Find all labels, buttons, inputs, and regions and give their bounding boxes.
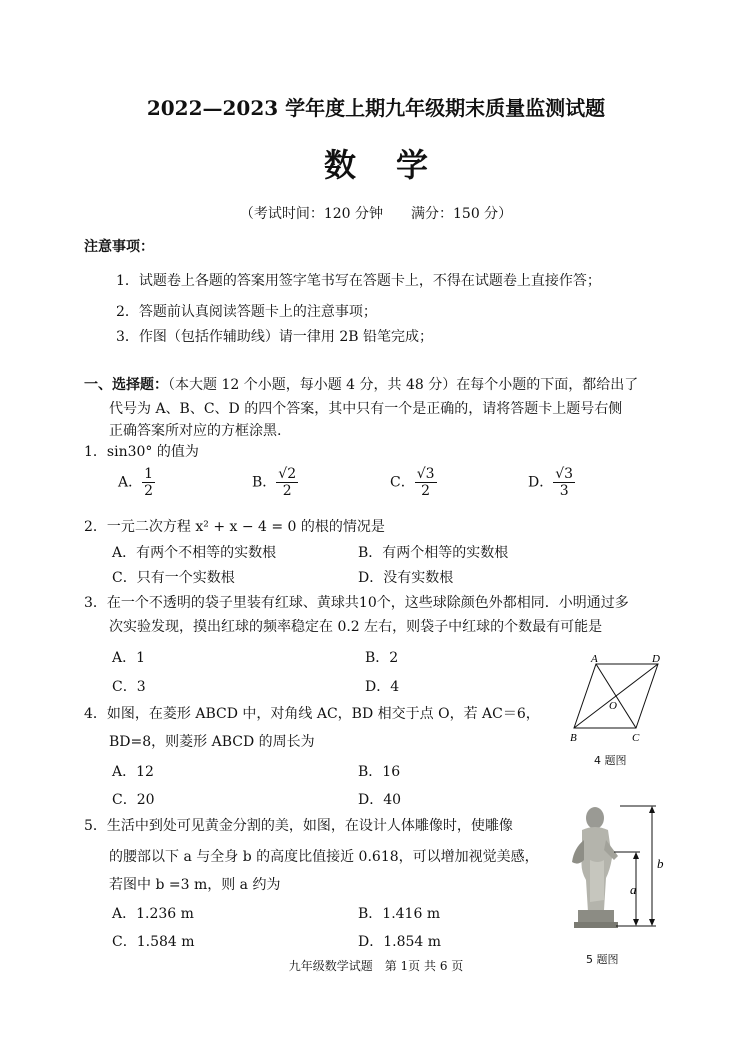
notice-item-1: 1．试题卷上各题的答案用签字笔书写在答题卡上，不得在试题卷上直接作答； [116,273,601,289]
q5-stem-line1: 5．生活中到处可见黄金分割的美，如图，在设计人体雕像时，使雕像 [84,818,513,834]
q1-b-numerator: √2 [278,466,297,482]
exam-title: 2022—2023 学年度上期九年级期末质量监测试题 [146,96,606,120]
q4-figure-caption: 4 题图 [594,754,627,767]
notice-item-2: 2．答题前认真阅读答题卡上的注意事项； [116,304,377,320]
section1-intro-line3: 正确答案所对应的方框涂黑. [109,423,282,439]
q4-stem-line2: BD=8，则菱形 ABCD 的周长为 [109,734,315,750]
section1-intro-line1: （本大题 12 个小题，每小题 4 分，共 48 分）在每个小题的下面，都给出了 [168,377,639,393]
q1-a-denominator: 2 [144,483,154,499]
q1-option-b [252,466,298,499]
section1-intro-line2: 代号为 A、B、C、D 的四个答案，其中只有一个是正确的，请将答题卡上题号右侧 [109,401,623,417]
q1-d-numerator: √3 [555,466,574,482]
vertex-c-label: C [632,732,640,744]
center-o-label: O [609,700,617,712]
q1-b-denominator: 2 [282,483,292,499]
q4-option-c: C．20 [112,792,155,808]
subject-title: 数学 [323,146,468,184]
q1-c-denominator: 2 [421,483,431,499]
q5-option-b: B．1.416 m [358,906,441,922]
arrow-a-top [633,852,639,859]
q4-option-d: D．40 [358,792,402,808]
q5-option-a: A．1.236 m [112,906,194,922]
q1-option-c [390,466,437,499]
q2-option-b: B．有两个相等的实数根 [358,545,509,561]
diagonal-bd [574,664,658,728]
q2-stem: 2．一元二次方程 x² + x − 4 = 0 的根的情况是 [84,519,385,535]
q1-option-c-label: C． [390,474,415,491]
a-label: a [630,882,637,897]
statue-image [572,807,618,928]
vertex-b-label: B [570,732,577,744]
arrow-b-bottom [649,919,655,926]
q1-option-c-fraction [415,466,437,499]
statue-figure [560,800,672,932]
q3-option-d: D．4 [365,679,400,695]
b-label: b [657,856,664,871]
q1-option-a-fraction [142,466,155,499]
exam-info: （考试时间：120 分钟 满分：150 分） [239,206,513,222]
q4-option-b: B．16 [358,764,401,780]
q5-option-c: C．1.584 m [112,934,195,950]
q2-option-d: D．没有实数根 [358,570,454,586]
q1-option-a [118,466,155,499]
q1-a-numerator: 1 [144,466,154,482]
q1-stem: 1．sin30° 的值为 [84,444,199,460]
q2-option-a: A．有两个不相等的实数根 [112,545,277,561]
q1-d-denominator: 3 [559,483,569,499]
q5-stem-line3: 若图中 b =3 m，则 a 约为 [109,877,281,893]
q3-stem-line2: 次实验发现，摸出红球的频率稳定在 0.2 左右，则袋子中红球的个数最有可能是 [109,619,603,635]
q1-c-numerator: √3 [416,466,435,482]
q5-stem-line2: 的腰部以下 a 与全身 b 的高度比值接近 0.618，可以增加视觉美感， [109,849,539,865]
q5-figure-caption: 5 题图 [586,953,619,966]
rhombus-figure [562,652,672,744]
notice-item-3: 3．作图（包括作辅助线）请一律用 2B 铅笔完成； [116,329,434,345]
q4-option-a: A．12 [112,764,154,780]
vertex-a-label: A [591,653,598,665]
q2-option-c: C．只有一个实数根 [112,570,235,586]
q3-option-a: A．1 [112,650,146,666]
vertex-d-label: D [652,653,660,665]
q1-option-d [528,466,575,499]
q1-option-d-fraction [553,466,575,499]
q1-option-b-label: B． [252,474,277,491]
q4-stem-line1: 4．如图，在菱形 ABCD 中，对角线 AC，BD 相交于点 O，若 AC＝6， [84,706,540,722]
section1-heading: 一、选择题： [84,377,168,393]
q3-option-b: B．2 [365,650,399,666]
q3-option-c: C．3 [112,679,146,695]
arrow-b-top [649,806,655,813]
arrow-a-bottom [633,919,639,926]
q5-option-d: D．1.854 m [358,934,442,950]
q3-stem-line1: 3．在一个不透明的袋子里装有红球、黄球共10个，这些球除颜色外都相同．小明通过多 [84,595,629,611]
q1-option-b-fraction [276,466,298,499]
q1-option-d-label: D． [528,474,554,491]
q1-option-a-label: A． [118,474,143,491]
page-footer: 九年级数学试题 第 1页 共 6 页 [288,959,464,973]
notice-heading: 注意事项： [84,239,154,255]
section1-intro [84,374,638,394]
